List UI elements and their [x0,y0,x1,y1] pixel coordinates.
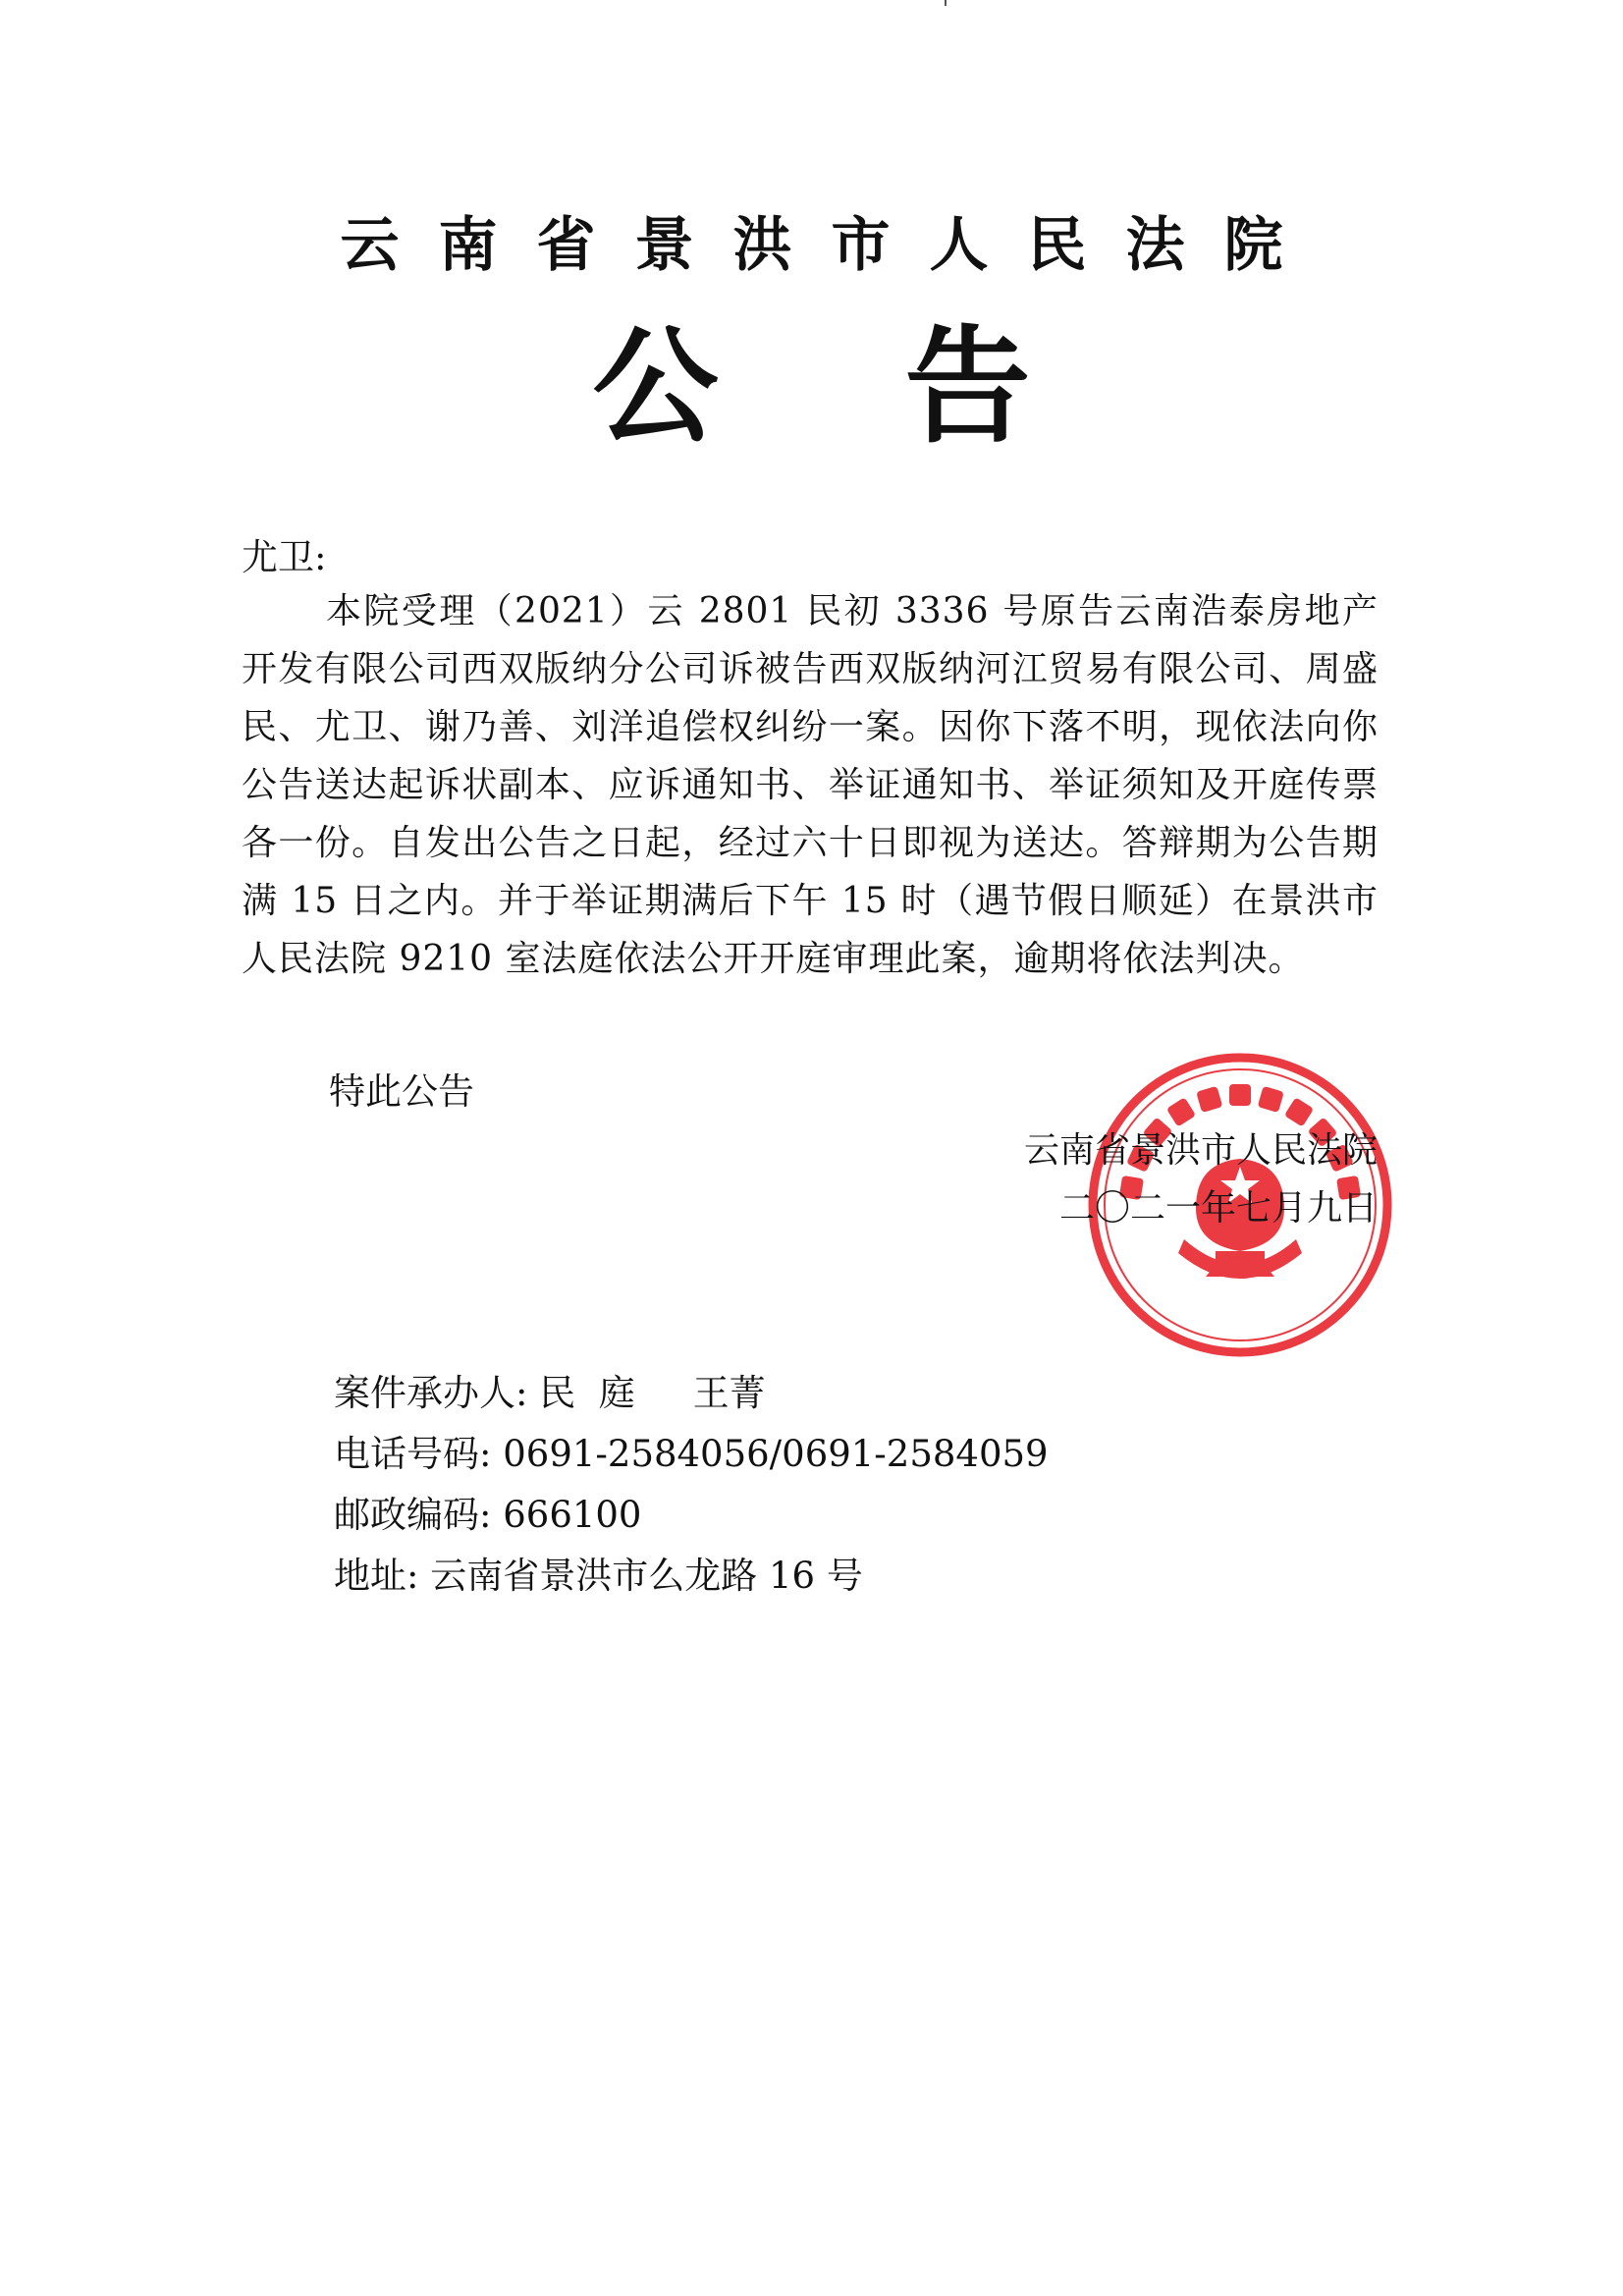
address-value: 云南省景洪市么龙路 16 号 [430,1555,863,1597]
address-row [334,1546,1049,1607]
court-name-heading: 云南省景洪市人民法院 [340,211,1323,280]
signature-court-name: 云南省景洪市人民法院 [1023,1130,1378,1171]
notice-body: 本院受理（2021）云 2801 民初 3336 号原告云南浩泰房地产开发有限公司西双版纳分公司诉被告西双版纳河江贸易有限公司、周盛民、尤卫、谢乃善、刘洋追偿权纠纷一案。因你下落不明，现依法向你公告送达起诉状副本、应诉通知书、举证通知书、举证须知及开庭传票各一份。自发出公告之日起，经过六十日即视为送达。答辩期为公告期满 15 日之内。并于举证期满后下午 15 时（遇节假日顺延）在景洪市人民法院 9210 室法庭依法公开开庭审理此案，逾期将依法判决。 [242,591,1379,979]
handler-label: 案件承办人: [334,1372,528,1414]
postcode-row [334,1485,1049,1546]
signature-date: 二〇二一年七月九日 [1058,1188,1378,1229]
handler-value: 民 庭 王菁 [539,1372,766,1414]
seal-character-mark [1196,1086,1222,1113]
addressee: 尤卫: [242,536,327,578]
scan-mark [945,0,947,6]
phone-label: 电话号码: [334,1433,492,1475]
handler-row [334,1363,1049,1424]
postcode-value: 666100 [503,1494,642,1536]
phone-value: 0691-2584056/0691-2584059 [503,1433,1049,1475]
contact-block [334,1363,1049,1607]
postcode-label: 邮政编码: [334,1494,492,1536]
phone-row [334,1424,1049,1485]
document-title: 公告 [592,314,1217,461]
seal-character-mark [1229,1084,1251,1106]
address-label: 地址: [334,1555,419,1597]
closing-phrase: 特此公告 [329,1070,474,1113]
seal-character-mark [1258,1086,1284,1113]
